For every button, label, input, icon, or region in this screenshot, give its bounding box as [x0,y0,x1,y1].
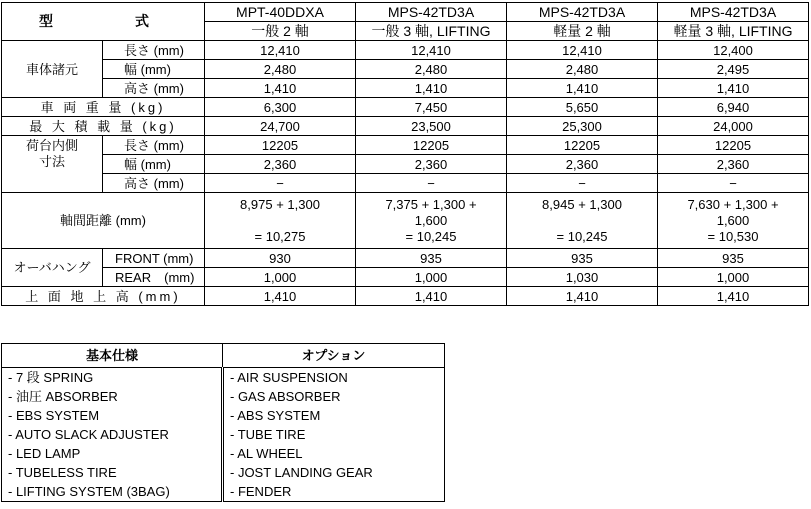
cell: 24,700 [205,117,356,136]
cell: − [356,174,507,193]
model-row [2,3,809,22]
cell: 1,410 [507,287,658,306]
cell: 6,300 [205,98,356,117]
wheelbase-line3: = 10,530 [707,228,759,244]
cell: 1,410 [658,287,809,306]
list-item [2,425,445,444]
wheelbase-line1: 7,630 + 1,300 + [687,196,779,212]
cargo-length-row [2,136,809,155]
cell: 12205 [205,136,356,155]
cell: 1,410 [205,287,356,306]
model-header: 型 式 [2,3,205,41]
standard-item: - TUBELESS TIRE [2,463,223,482]
cell: 5,650 [507,98,658,117]
standard-header: 基本仕様 [2,344,223,368]
cell: 12,410 [205,41,356,60]
cargo-height-row [2,174,809,193]
overhang-group-label: オーバハング [2,249,103,287]
row-label: 最 大 積 載 量 (kg) [2,117,205,136]
cell: 23,500 [356,117,507,136]
spec-table [1,2,809,306]
row-label: 幅 (mm) [103,60,205,79]
cell: 935 [658,249,809,268]
wheelbase-line1: 8,945 + 1,300 [542,196,622,212]
wheelbase-line3: = 10,275 [254,228,306,244]
cell: 1,410 [507,79,658,98]
standard-item: - 7 段 SPRING [2,368,223,388]
row-label: FRONT (mm) [103,249,205,268]
cell: 12,410 [507,41,658,60]
wheelbase-line2 [205,213,355,229]
cell: 12205 [507,136,658,155]
standard-item: - 油圧 ABSORBER [2,387,223,406]
cell: 12,410 [356,41,507,60]
cell: 2,360 [507,155,658,174]
list-item [2,387,445,406]
cargo-width-row [2,155,809,174]
row-label: 車 両 重 量 (kg) [2,98,205,117]
cell: 1,000 [356,268,507,287]
cell: 7,450 [356,98,507,117]
model-type: 軽量 3 軸, LIFTING [658,22,809,41]
row-label: 上 面 地 上 高 (mm) [2,287,205,306]
cell: 2,480 [507,60,658,79]
options-header-row [2,344,445,368]
wheelbase-line3: = 10,245 [405,228,457,244]
options-table [1,343,445,502]
cell: 2,480 [205,60,356,79]
cargo-group-line2: 寸法 [38,154,65,169]
model-type: 一般 2 軸 [205,22,356,41]
wheelbase-cell [356,193,507,249]
option-item: - JOST LANDING GEAR [223,463,445,482]
row-label: REAR (mm) [103,268,205,287]
list-item [2,406,445,425]
cell: − [507,174,658,193]
option-item: - GAS ABSORBER [223,387,445,406]
body-group-label: 車体諸元 [2,41,103,98]
model-type: 軽量 2 軸 [507,22,658,41]
standard-item: - LED LAMP [2,444,223,463]
overhang-front-row [2,249,809,268]
cell: 25,300 [507,117,658,136]
cell: 12,400 [658,41,809,60]
weight-row [2,98,809,117]
model-type: 一般 3 軸, LIFTING [356,22,507,41]
wheelbase-line2 [507,213,657,229]
option-item: - AIR SUSPENSION [223,368,445,388]
cell: 12205 [658,136,809,155]
cell: 24,000 [658,117,809,136]
cell: − [205,174,356,193]
overhang-rear-row [2,268,809,287]
cell: 935 [356,249,507,268]
deck-height-row [2,287,809,306]
list-item [2,482,445,502]
cell: 1,410 [356,79,507,98]
wheelbase-cell [205,193,356,249]
option-item: - FENDER [223,482,445,502]
wheelbase-line3: = 10,245 [556,228,608,244]
cell: 2,360 [356,155,507,174]
row-label: 幅 (mm) [103,155,205,174]
list-item [2,444,445,463]
wheelbase-cell [507,193,658,249]
cell: 2,480 [356,60,507,79]
option-header: オプション [223,344,445,368]
wheelbase-row [2,193,809,249]
list-item [2,463,445,482]
cell: 2,495 [658,60,809,79]
wheelbase-line1: 7,375 + 1,300 + [385,196,477,212]
model-name: MPS-42TD3A [658,3,809,22]
cell: − [658,174,809,193]
standard-item: - EBS SYSTEM [2,406,223,425]
wheelbase-line1: 8,975 + 1,300 [240,196,320,212]
cell: 2,360 [205,155,356,174]
standard-item: - AUTO SLACK ADJUSTER [2,425,223,444]
cell: 6,940 [658,98,809,117]
cell: 1,000 [658,268,809,287]
list-item [2,368,445,388]
body-height-row [2,79,809,98]
row-label: 長さ (mm) [103,136,205,155]
wheelbase-cell [658,193,809,249]
row-label: 軸間距離 (mm) [2,193,205,249]
load-row [2,117,809,136]
model-name: MPS-42TD3A [356,3,507,22]
cell: 2,360 [658,155,809,174]
cell: 12205 [356,136,507,155]
wheelbase-line2: 1,600 [414,212,448,228]
option-item: - ABS SYSTEM [223,406,445,425]
model-name: MPS-42TD3A [507,3,658,22]
standard-item: - LIFTING SYSTEM (3BAG) [2,482,223,502]
cell: 1,410 [658,79,809,98]
cell: 935 [507,249,658,268]
row-label: 高さ (mm) [103,79,205,98]
body-width-row [2,60,809,79]
cell: 930 [205,249,356,268]
cell: 1,410 [205,79,356,98]
model-name: MPT-40DDXA [205,3,356,22]
row-label: 高さ (mm) [103,174,205,193]
wheelbase-line2: 1,600 [716,212,750,228]
cargo-group-label [2,136,103,193]
cell: 1,030 [507,268,658,287]
cargo-group-line1: 荷台内側 [25,138,78,153]
body-length-row [2,41,809,60]
option-item: - AL WHEEL [223,444,445,463]
row-label: 長さ (mm) [103,41,205,60]
option-item: - TUBE TIRE [223,425,445,444]
cell: 1,410 [356,287,507,306]
cell: 1,000 [205,268,356,287]
